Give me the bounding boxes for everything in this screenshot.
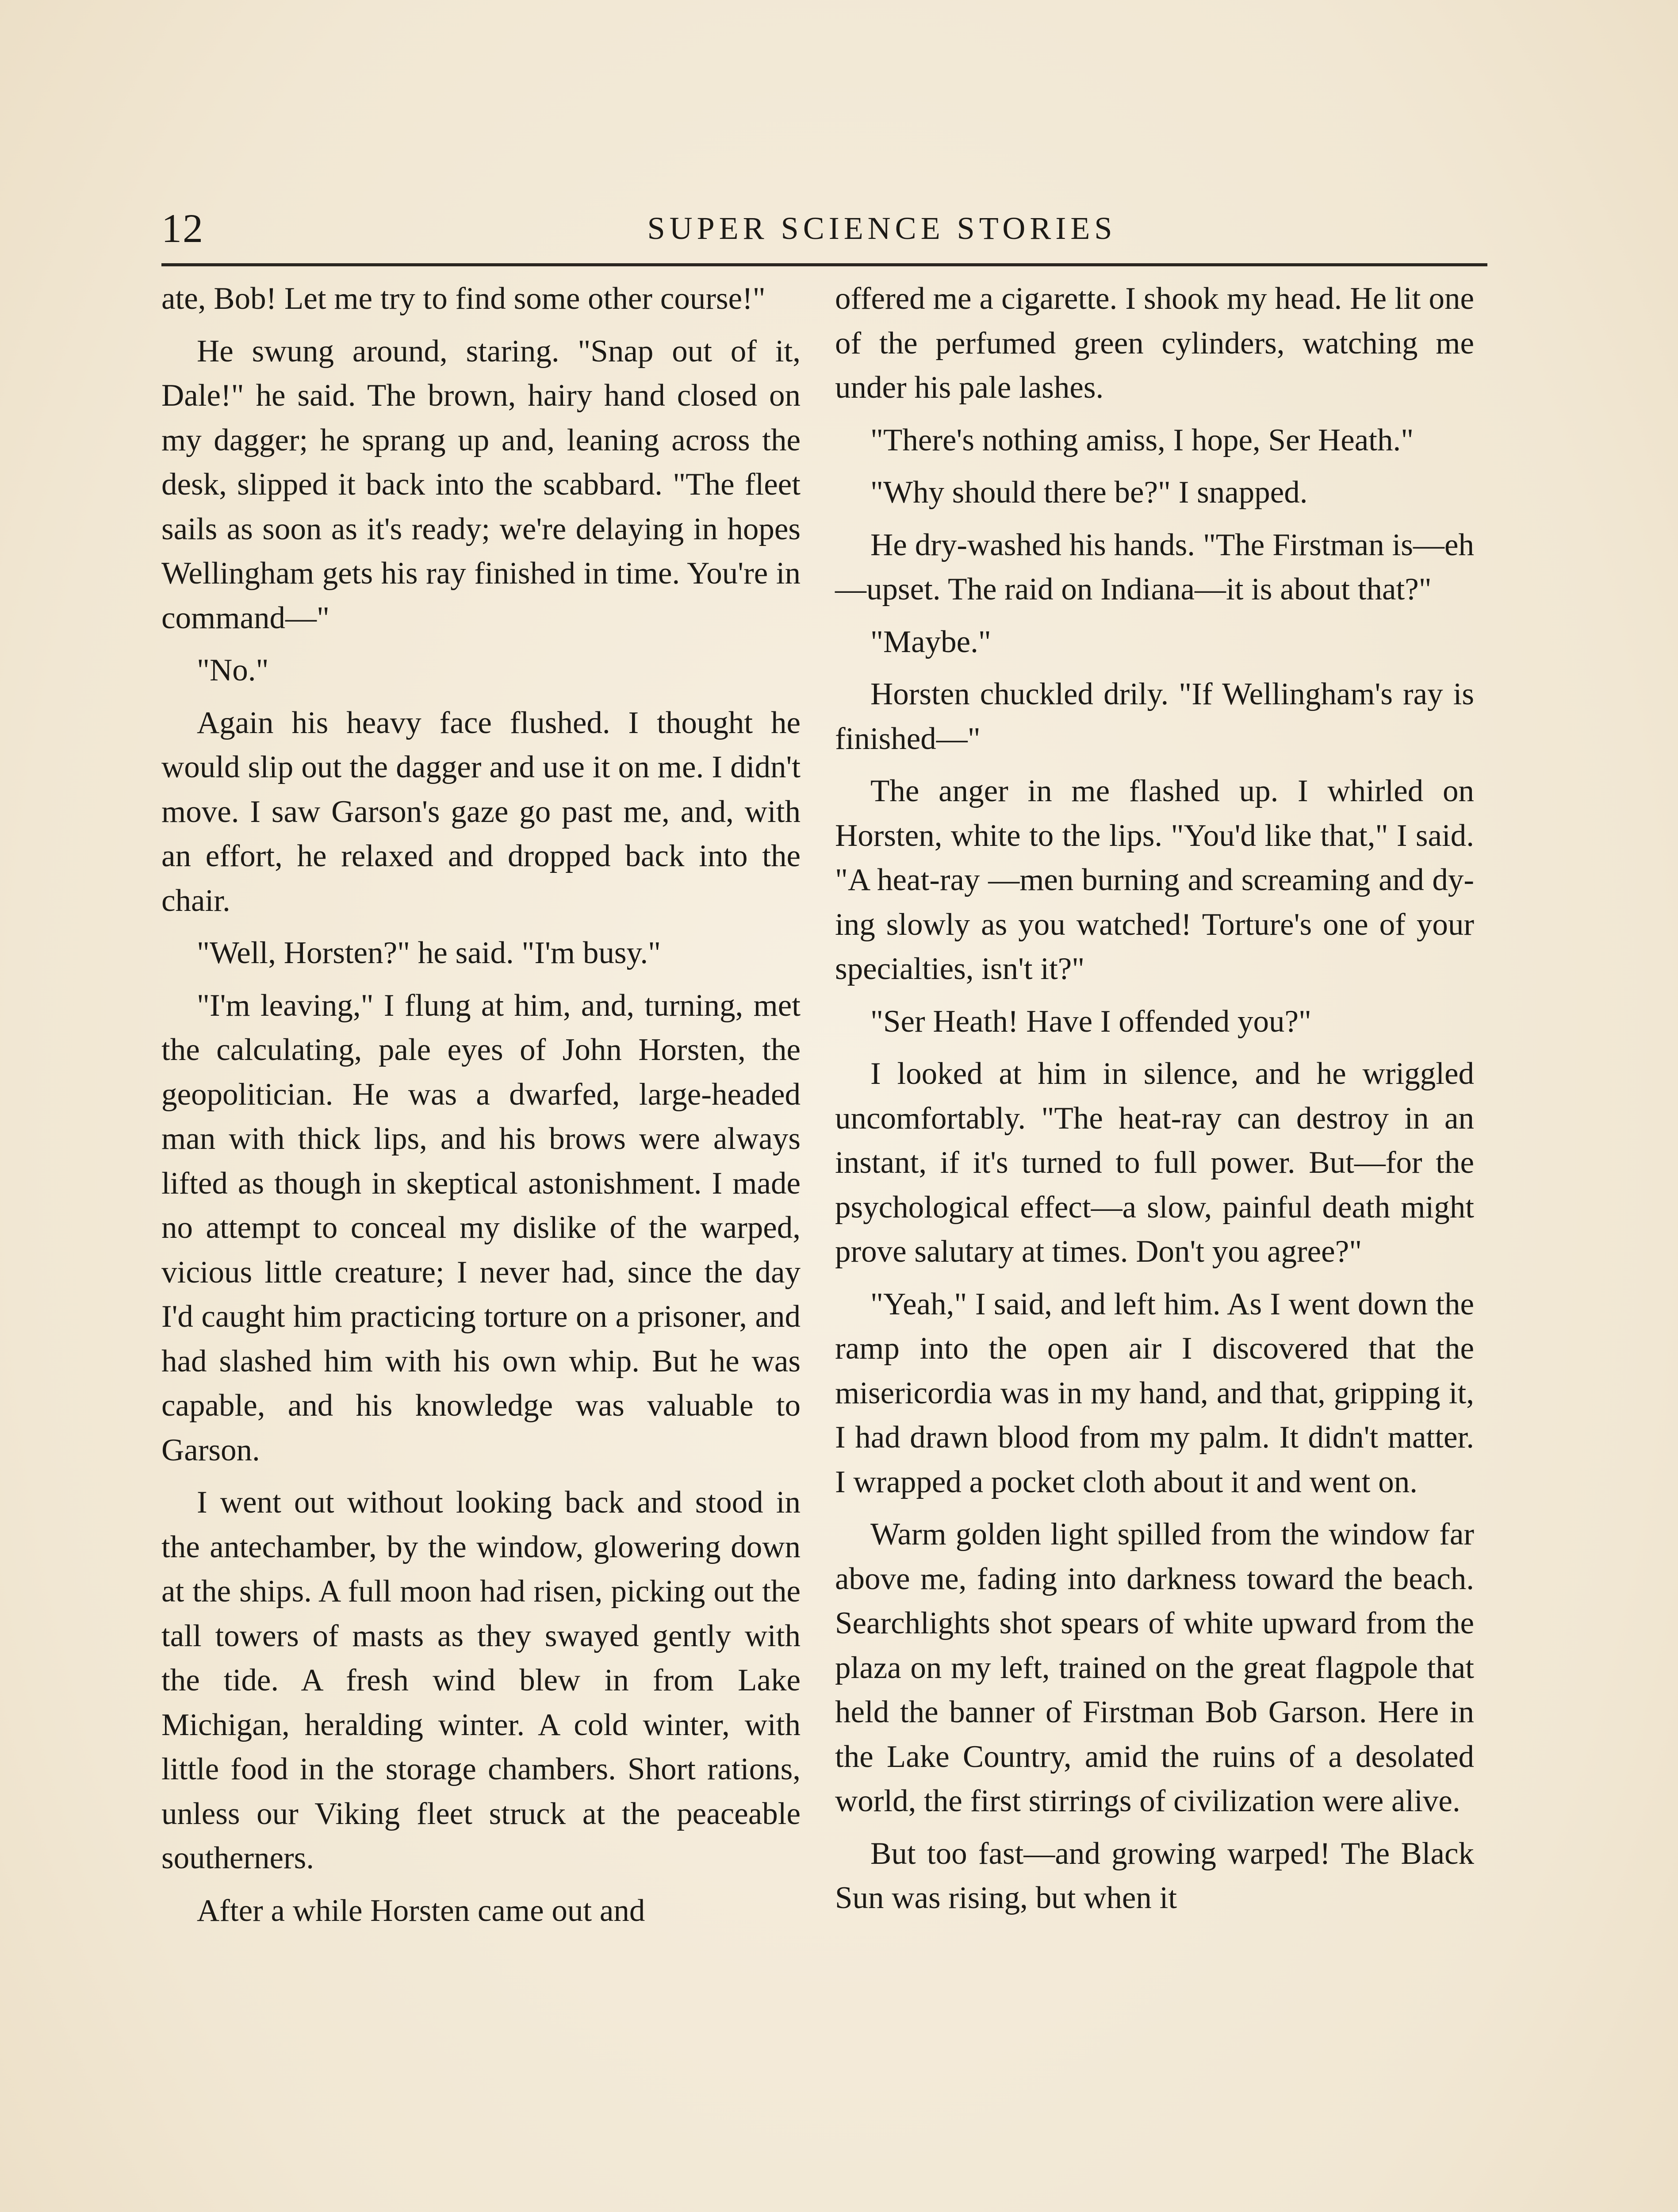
paragraph: Horsten chuckled drily. "If Wellingham's ray is finished—" [835, 677, 1474, 756]
paragraph: "Well, Horsten?" he said. "I'm busy." [197, 936, 661, 970]
paragraph: "There's nothing amiss, I hope, Ser Heath." [870, 422, 1414, 457]
running-title: SUPER SCIENCE STORIES [647, 211, 1117, 246]
paragraph: I went out without looking back and stood in the antechamber, by the window, glowering down at the ships. A full moon had risen, picking out the tall towers of masts as they swayed gently with the tide. A fresh wind blew in from Lake Michigan, heralding winter. A cold winter, with little food in the storage chambers. Short rations, unless our Viking fleet struck at the peaceable southerners. [161, 1485, 801, 1875]
paragraph: He swung around, staring. "Snap out of it, Dale!" he said. The brown, hairy hand closed on my dagger; he sprang up and, leaning across the desk, slipped it back into the scabbard. "The fleet sails as soon as it's ready; we're delaying in hopes Wellingham gets his ray finished in time. You're in command—" [161, 334, 801, 635]
header-rule [161, 263, 1487, 266]
right-column [835, 276, 1474, 1928]
page-header [161, 197, 1487, 254]
paragraph: ate, Bob! Let me try to find some other course!" [161, 281, 766, 316]
paragraph: "No." [197, 653, 269, 687]
paragraph: "Maybe." [870, 624, 991, 659]
paragraph: "Ser Heath! Have I offended you?" [870, 1004, 1312, 1039]
paragraph: He dry-washed his hands. "The Firstman is—eh—upset. The raid on Indiana—it is about that?" [835, 527, 1474, 607]
paragraph: But too fast—and growing warped! The Black Sun was rising, but when it [835, 1836, 1474, 1915]
paragraph: After a while Horsten came out and [197, 1893, 645, 1928]
page-number: 12 [161, 206, 204, 251]
paragraph: Again his heavy face flushed. I thought he would slip out the dagger and use it on me. I didn't move. I saw Garson's gaze go past me, and, with an effort, he relaxed and dropped back into the chair. [161, 705, 801, 918]
paragraph: "I'm leaving," I flung at him, and, turning, met the calculating, pale eyes of John Horsten, the geopolitician. He was a dwarfed, large-headed man with thick lips, and his brows were always lifted as though in skeptical astonishment. I made no attempt to conceal my dislike of the warped, vicious little creature; I never had, since the day I'd caught him practicing torture on a prisoner, and had slashed him with his own whip. But he was capable, and his knowledge was valuable to Garson. [161, 988, 801, 1467]
paragraph: offered me a cigarette. I shook my head. He lit one of the perfumed green cylinders, watching me under his pale lashes. [835, 281, 1474, 405]
paragraph: "Why should there be?" I snapped. [870, 475, 1308, 510]
left-column [161, 276, 801, 1941]
paragraph: Warm golden light spilled from the window far above me, fading into darkness toward the beach. Searchlights shot spears of white upward from the plaza on my left, trained on the great flagpole that held the banner of Firstman Bob Garson. Here in the Lake Country, amid the ruins of a desolated world, the first stirrings of civilization were alive. [835, 1517, 1474, 1818]
paragraph: The anger in me flashed up. I whirled on Horsten, white to the lips. "You'd like that," I said. "A heat-ray —men burning and screaming and dying slowly as you watched! Torture's one of your specialties, isn't it?" [835, 774, 1474, 986]
paragraph: I looked at him in silence, and he wriggled uncomfortably. "The heat-ray can destroy in an instant, if it's turned to full power. But—for the psychological effect—a slow, painful death might prove salutary at times. Don't you agree?" [835, 1056, 1474, 1269]
paragraph: "Yeah," I said, and left him. As I went down the ramp into the open air I discovered that the misericordia was in my hand, and that, gripping it, I had drawn blood from my palm. It didn't matter. I wrapped a pocket cloth about it and went on. [835, 1286, 1474, 1499]
